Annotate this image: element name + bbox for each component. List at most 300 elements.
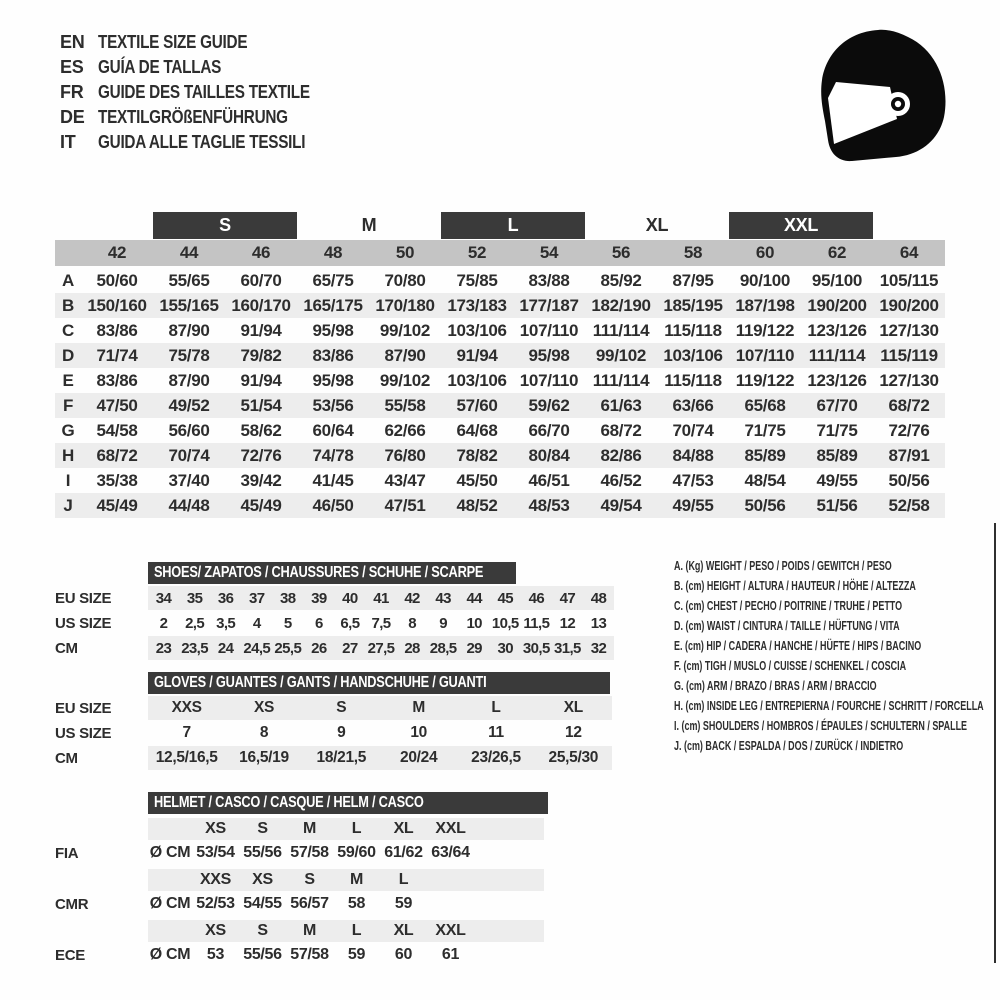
right-border-rule (994, 523, 996, 963)
measurement-value: 87/91 (888, 445, 930, 465)
cell-value: 5 (283, 614, 292, 632)
row-label: EU SIZE (55, 589, 112, 607)
size-col-header: 56 (611, 243, 631, 262)
cell-value: 31,5 (553, 639, 581, 657)
language-row (60, 105, 347, 130)
size-col-header: 44 (179, 243, 199, 262)
cell-value: S (336, 699, 347, 716)
size-col-header: 46 (251, 243, 271, 262)
measurement-value: 68/72 (888, 395, 930, 415)
helmet-title-band (148, 792, 548, 814)
size-col-header: 52 (467, 243, 487, 262)
measurement-value: 74/78 (312, 445, 354, 465)
measurement-value: 47/53 (672, 470, 714, 490)
measurement-legend (674, 556, 985, 756)
cell-value: 56/57 (290, 895, 329, 912)
measurement-value: 83/86 (96, 320, 138, 340)
cell-value: 18/21,5 (316, 749, 367, 766)
measurement-value: 115/119 (880, 345, 938, 365)
measurement-value: 71/75 (744, 420, 786, 440)
cell-value: 59 (394, 895, 413, 912)
measurement-value: 85/92 (600, 270, 642, 290)
measurement-value: 46/51 (528, 470, 570, 490)
measurement-value: 84/88 (672, 445, 714, 465)
diameter-unit: Ø CM (149, 895, 191, 912)
shoes-title-band (148, 562, 516, 584)
cell-value: 61/62 (384, 844, 423, 861)
measurement-value: 49/55 (816, 470, 858, 490)
cell-value: 4 (252, 614, 261, 632)
size-col-header: 48 (323, 243, 343, 262)
helmet-values (148, 943, 544, 967)
helmet-value-row (55, 943, 548, 967)
measurement-value: 47/50 (96, 395, 138, 415)
measurement-row (55, 493, 945, 518)
measurement-value: 182/190 (591, 295, 651, 315)
measurement-value: 99/102 (379, 320, 431, 340)
row-letter: E (62, 370, 74, 390)
gloves-values (148, 696, 612, 720)
cell-value: 57/58 (290, 946, 329, 963)
measurement-value: 54/58 (96, 420, 138, 440)
cell-value: 41 (373, 589, 389, 607)
measurement-value: 82/86 (600, 445, 642, 465)
cell-value: 23,5 (181, 639, 208, 657)
measurement-value: 187/198 (735, 295, 795, 315)
cell-value: 2,5 (185, 614, 205, 632)
cell-value: 59 (347, 946, 366, 963)
shoes-title: SHOES/ ZAPATOS / CHAUSSURES / SCHUHE / SCARPE (154, 564, 484, 581)
cell-value: 10 (410, 724, 427, 741)
shoes-values (148, 636, 614, 660)
measurement-value: 170/180 (375, 295, 435, 315)
size-col-header: 54 (539, 243, 559, 262)
cell-value: 48 (590, 589, 607, 607)
cell-value: 47 (559, 589, 576, 607)
guide-title: GUÍA DE TALLAS (98, 57, 222, 77)
size-col-header: 64 (899, 243, 919, 262)
cell-value: 3,5 (216, 614, 236, 632)
cell-value: 54/55 (243, 895, 282, 912)
measurement-value: 76/80 (384, 445, 426, 465)
measurement-value: 91/94 (456, 345, 498, 365)
legend-item: H. (cm) INSIDE LEG / ENTREPIERNA / FOURCHE / SCHRITT / FORCELLA (674, 698, 984, 713)
measurement-value: 99/102 (595, 345, 647, 365)
measurement-value: 67/70 (816, 395, 858, 415)
measurement-value: 56/60 (168, 420, 210, 440)
cell-value: 36 (217, 589, 234, 607)
helmet-size-label: M (302, 820, 317, 837)
legend-item: J. (cm) BACK / ESPALDA / DOS / ZURÜCK / INDIETRO (674, 738, 904, 753)
measurement-value: 78/82 (456, 445, 498, 465)
cell-value: 43 (435, 589, 451, 607)
measurement-value: 90/100 (739, 270, 791, 290)
language-code: IT (60, 132, 76, 152)
cell-value: M (412, 699, 425, 716)
helmet-size-row (55, 920, 548, 942)
helmet-size-label: L (351, 922, 362, 939)
size-col-header: 62 (827, 243, 847, 262)
measurement-value: 70/74 (672, 420, 714, 440)
cell-value: 45 (497, 589, 513, 607)
size-col-header: 42 (107, 243, 127, 262)
cell-value: 12 (565, 724, 582, 741)
shoes-row (55, 611, 614, 635)
cell-value: 12,5/16,5 (155, 749, 218, 766)
shoes-size-table (55, 562, 614, 660)
cell-value: 27 (342, 639, 358, 657)
cell-value: XL (563, 699, 583, 716)
guide-title: TEXTILGRÖßENFÜHRUNG (98, 107, 288, 127)
shoes-values (148, 586, 614, 610)
measurement-value: 48/53 (528, 495, 570, 515)
guide-title: GUIDE DES TAILLES TEXTILE (98, 82, 310, 102)
gloves-values (148, 721, 612, 745)
gloves-row (55, 746, 612, 770)
helmet-size-label: XXS (199, 871, 232, 888)
helmet-size-label: XS (205, 922, 226, 939)
cell-value: XXS (171, 699, 202, 716)
row-letter: B (62, 295, 74, 315)
measurement-value: 185/195 (663, 295, 723, 315)
measurement-value: 80/84 (528, 445, 570, 465)
language-code: ES (60, 57, 84, 77)
measurement-value: 99/102 (379, 370, 431, 390)
cell-value: 24 (217, 639, 234, 657)
measurement-value: 51/56 (816, 495, 858, 515)
cell-value: 32 (590, 639, 607, 657)
cell-value: 28 (404, 639, 420, 657)
language-row (60, 30, 347, 55)
measurement-value: 87/90 (168, 320, 210, 340)
measurement-value: 85/89 (744, 445, 786, 465)
measurement-row (55, 268, 945, 293)
row-letter: G (61, 420, 75, 440)
row-letter: H (62, 445, 74, 465)
shoes-values (148, 611, 614, 635)
measurement-value: 47/51 (384, 495, 426, 515)
measurement-value: 70/74 (168, 445, 210, 465)
size-group-label: S (153, 212, 297, 239)
measurement-value: 72/76 (240, 445, 282, 465)
measurement-row (55, 443, 945, 468)
language-title-list (60, 30, 347, 155)
standard-label: FIA (55, 844, 79, 862)
helmet-size-row (55, 818, 548, 840)
measurement-value: 155/165 (159, 295, 219, 315)
helmet-size-label: S (257, 922, 268, 939)
cell-value: 44 (466, 589, 482, 607)
row-letter: F (62, 395, 74, 415)
cell-value: 55/56 (243, 844, 282, 861)
cell-value: L (491, 699, 501, 716)
measurement-value: 64/68 (456, 420, 498, 440)
helmet-value-row (55, 892, 548, 916)
measurement-value: 115/118 (664, 320, 722, 340)
helmet-values (148, 892, 544, 916)
cell-value: 46 (528, 589, 545, 607)
measurement-value: 173/183 (447, 295, 507, 315)
cell-value: 42 (404, 589, 420, 607)
size-col-header: 58 (683, 243, 703, 262)
measurement-value: 45/49 (96, 495, 138, 515)
measurement-value: 79/82 (240, 345, 282, 365)
cell-value: 55/56 (243, 946, 282, 963)
cell-value: 30 (497, 639, 513, 657)
gloves-size-table (55, 672, 612, 770)
measurement-value: 45/49 (240, 495, 282, 515)
measurement-value: 61/63 (600, 395, 642, 415)
helmet-size-label: XS (205, 820, 226, 837)
measurement-value: 107/110 (519, 370, 579, 390)
cell-value: 12 (559, 614, 576, 632)
measurement-value: 55/65 (168, 270, 210, 290)
cell-value: 7 (182, 724, 191, 741)
cell-value: 53 (206, 946, 225, 963)
measurement-value: 71/75 (816, 420, 858, 440)
helmet-sizes (148, 818, 544, 840)
measurement-value: 160/170 (231, 295, 291, 315)
legend-item: E. (cm) HIP / CADERA / HANCHE / HÜFTE / HIPS / BACINO (674, 638, 922, 653)
measurement-value: 87/90 (384, 345, 426, 365)
cell-value: 25,5/30 (548, 749, 599, 766)
helmet-size-label: XL (393, 820, 414, 837)
measurement-value: 75/85 (456, 270, 498, 290)
legend-item: F. (cm) TIGH / MUSLO / CUISSE / SCHENKEL / COSCIA (674, 658, 907, 673)
measurement-value: 75/78 (168, 345, 210, 365)
measurement-value: 119/122 (735, 370, 795, 390)
measurement-value: 119/122 (735, 320, 795, 340)
measurement-value: 72/76 (888, 420, 930, 440)
measurement-value: 95/98 (312, 320, 354, 340)
guide-title: TEXTILE SIZE GUIDE (98, 32, 248, 52)
cell-value: 38 (280, 589, 296, 607)
cell-value: 37 (248, 589, 265, 607)
measurement-value: 123/126 (807, 370, 867, 390)
measurement-value: 45/50 (456, 470, 498, 490)
size-col-header: 60 (755, 243, 775, 262)
cell-value: 10,5 (491, 614, 519, 632)
cell-value: 23 (155, 639, 172, 657)
cell-value: 9 (337, 724, 346, 741)
helmet-icon (798, 24, 956, 166)
cell-value: 52/53 (196, 895, 235, 912)
cell-value: 16,5/19 (239, 749, 289, 766)
measurement-row (55, 318, 945, 343)
row-label: CM (55, 639, 78, 657)
helmet-size-label: L (351, 820, 362, 837)
legend-item: I. (cm) SHOULDERS / HOMBROS / ÉPAULES / SCHULTERN / SPALLE (674, 718, 968, 733)
helmet-sizes (148, 869, 544, 891)
row-letter: A (62, 270, 74, 290)
measurement-value: 37/40 (168, 470, 210, 490)
cell-value: 24,5 (243, 639, 271, 657)
measurement-value: 111/114 (808, 345, 866, 365)
legend-item: D. (cm) WAIST / CINTURA / TAILLE / HÜFTUNG / VITA (674, 618, 900, 633)
measurement-value: 49/52 (168, 395, 210, 415)
cell-value: 6 (314, 614, 323, 632)
measurement-value: 65/75 (312, 270, 354, 290)
measurement-value: 70/80 (384, 270, 426, 290)
measurement-value: 111/114 (592, 320, 650, 340)
row-letter: C (62, 320, 74, 340)
cell-value: 58 (347, 895, 366, 912)
measurement-value: 83/86 (312, 345, 354, 365)
size-header-row (55, 240, 945, 266)
cell-value: 60 (394, 946, 413, 963)
standard-label: ECE (55, 946, 85, 964)
diameter-unit: Ø CM (149, 946, 191, 963)
language-code: FR (60, 82, 84, 102)
helmet-size-label: XL (393, 922, 414, 939)
measurement-value: 52/58 (888, 495, 930, 515)
measurement-value: 50/56 (888, 470, 930, 490)
cell-value: 23/26,5 (471, 749, 521, 766)
gloves-row (55, 696, 612, 720)
cell-value: 25,5 (274, 639, 302, 657)
measurement-value: 49/54 (600, 495, 642, 515)
shoes-row (55, 636, 614, 660)
measurement-value: 83/86 (96, 370, 138, 390)
helmet-size-label: XXL (435, 922, 466, 939)
textile-size-table (55, 211, 945, 518)
language-row (60, 130, 347, 155)
measurement-value: 95/98 (528, 345, 570, 365)
gloves-title: GLOVES / GUANTES / GANTS / HANDSCHUHE / GUANTI (154, 674, 487, 691)
measurement-value: 123/126 (807, 320, 867, 340)
helmet-icon-svg (798, 24, 956, 166)
measurement-value: 95/100 (811, 270, 863, 290)
measurement-value: 53/56 (312, 395, 354, 415)
cell-value: 29 (466, 639, 482, 657)
language-code: EN (60, 32, 85, 52)
row-label: US SIZE (55, 724, 112, 742)
measurement-value: 107/110 (735, 345, 795, 365)
gloves-values (148, 746, 612, 770)
size-group-label: M (361, 215, 377, 235)
cell-value: 30,5 (522, 639, 550, 657)
size-col-header: 50 (395, 243, 415, 262)
gloves-title-band (148, 672, 610, 694)
helmet-size-table (55, 792, 548, 967)
measurement-value: 91/94 (240, 370, 282, 390)
standard-label: CMR (55, 895, 89, 913)
legend-item: A. (Kg) WEIGHT / PESO / POIDS / GEWITCH / PESO (674, 558, 892, 573)
measurement-value: 65/68 (744, 395, 786, 415)
language-code: DE (60, 107, 85, 127)
measurement-value: 190/200 (807, 295, 867, 315)
measurement-value: 57/60 (456, 395, 498, 415)
cell-value: 7,5 (371, 614, 391, 632)
row-label: CM (55, 749, 78, 767)
helmet-size-label: M (349, 871, 364, 888)
size-group-row (55, 211, 945, 240)
measurement-value: 50/60 (96, 270, 138, 290)
measurement-value: 48/52 (456, 495, 498, 515)
helmet-value-row (55, 841, 548, 865)
language-row (60, 55, 347, 80)
measurement-value: 103/106 (447, 370, 507, 390)
row-label: US SIZE (55, 614, 112, 632)
cell-value: 57/58 (290, 844, 329, 861)
measurement-value: 111/114 (592, 370, 650, 390)
shoes-row (55, 586, 614, 610)
cell-value: 2 (159, 614, 168, 632)
measurement-row (55, 293, 945, 318)
legend-item: B. (cm) HEIGHT / ALTURA / HAUTEUR / HÖHE / ALTEZZA (674, 578, 916, 593)
cell-value: 53/54 (196, 844, 235, 861)
helmet-size-label: S (304, 871, 315, 888)
measurement-value: 41/45 (312, 470, 354, 490)
row-letter: D (62, 345, 74, 365)
measurement-value: 49/55 (672, 495, 714, 515)
cell-value: 8 (259, 724, 269, 741)
measurement-value: 58/62 (240, 420, 282, 440)
measurement-value: 87/95 (672, 270, 714, 290)
measurement-value: 177/187 (519, 295, 579, 315)
measurement-value: 71/74 (96, 345, 138, 365)
measurement-value: 48/54 (744, 470, 786, 490)
measurement-value: 50/56 (744, 495, 786, 515)
measurement-value: 66/70 (528, 420, 570, 440)
cell-value: 40 (342, 589, 358, 607)
measurement-value: 83/88 (528, 270, 570, 290)
language-row (60, 80, 347, 105)
measurement-value: 63/66 (672, 395, 714, 415)
cell-value: 11 (488, 724, 504, 741)
measurement-row (55, 343, 945, 368)
cell-value: 35 (186, 589, 203, 607)
guide-title: GUIDA ALLE TAGLIE TESSILI (98, 132, 306, 152)
helmet-size-label: L (398, 871, 409, 888)
measurement-value: 43/47 (384, 470, 426, 490)
measurement-value: 46/52 (600, 470, 642, 490)
measurement-value: 51/54 (240, 395, 282, 415)
row-letter: J (63, 495, 73, 515)
measurement-value: 95/98 (312, 370, 354, 390)
helmet-size-label: XS (252, 871, 273, 888)
cell-value: 34 (155, 589, 172, 607)
helmet-sizes (148, 920, 544, 942)
cell-value: 39 (311, 589, 327, 607)
measurement-value: 190/200 (879, 295, 939, 315)
measurement-row (55, 468, 945, 493)
measurement-row (55, 368, 945, 393)
cell-value: 10 (466, 614, 482, 632)
measurement-value: 150/160 (87, 295, 147, 315)
measurement-value: 59/62 (528, 395, 570, 415)
cell-value: 8 (408, 614, 416, 632)
row-label: EU SIZE (55, 699, 112, 717)
cell-value: 26 (311, 639, 327, 657)
measurement-value: 87/90 (168, 370, 210, 390)
measurement-row (55, 393, 945, 418)
measurement-value: 91/94 (240, 320, 282, 340)
measurement-value: 103/106 (663, 345, 723, 365)
measurement-value: 60/70 (240, 270, 282, 290)
row-letter: I (65, 470, 71, 490)
legend-item: C. (cm) CHEST / PECHO / POITRINE / TRUHE / PETTO (674, 598, 903, 613)
helmet-size-label: M (302, 922, 317, 939)
cell-value: 13 (590, 614, 607, 632)
cell-value: 61 (441, 946, 460, 963)
helmet-values (148, 841, 544, 865)
gloves-row (55, 721, 612, 745)
measurement-value: 105/115 (879, 270, 939, 290)
cell-value: 6,5 (340, 614, 360, 632)
measurement-value: 39/42 (240, 470, 282, 490)
cell-value: 20/24 (400, 749, 438, 766)
